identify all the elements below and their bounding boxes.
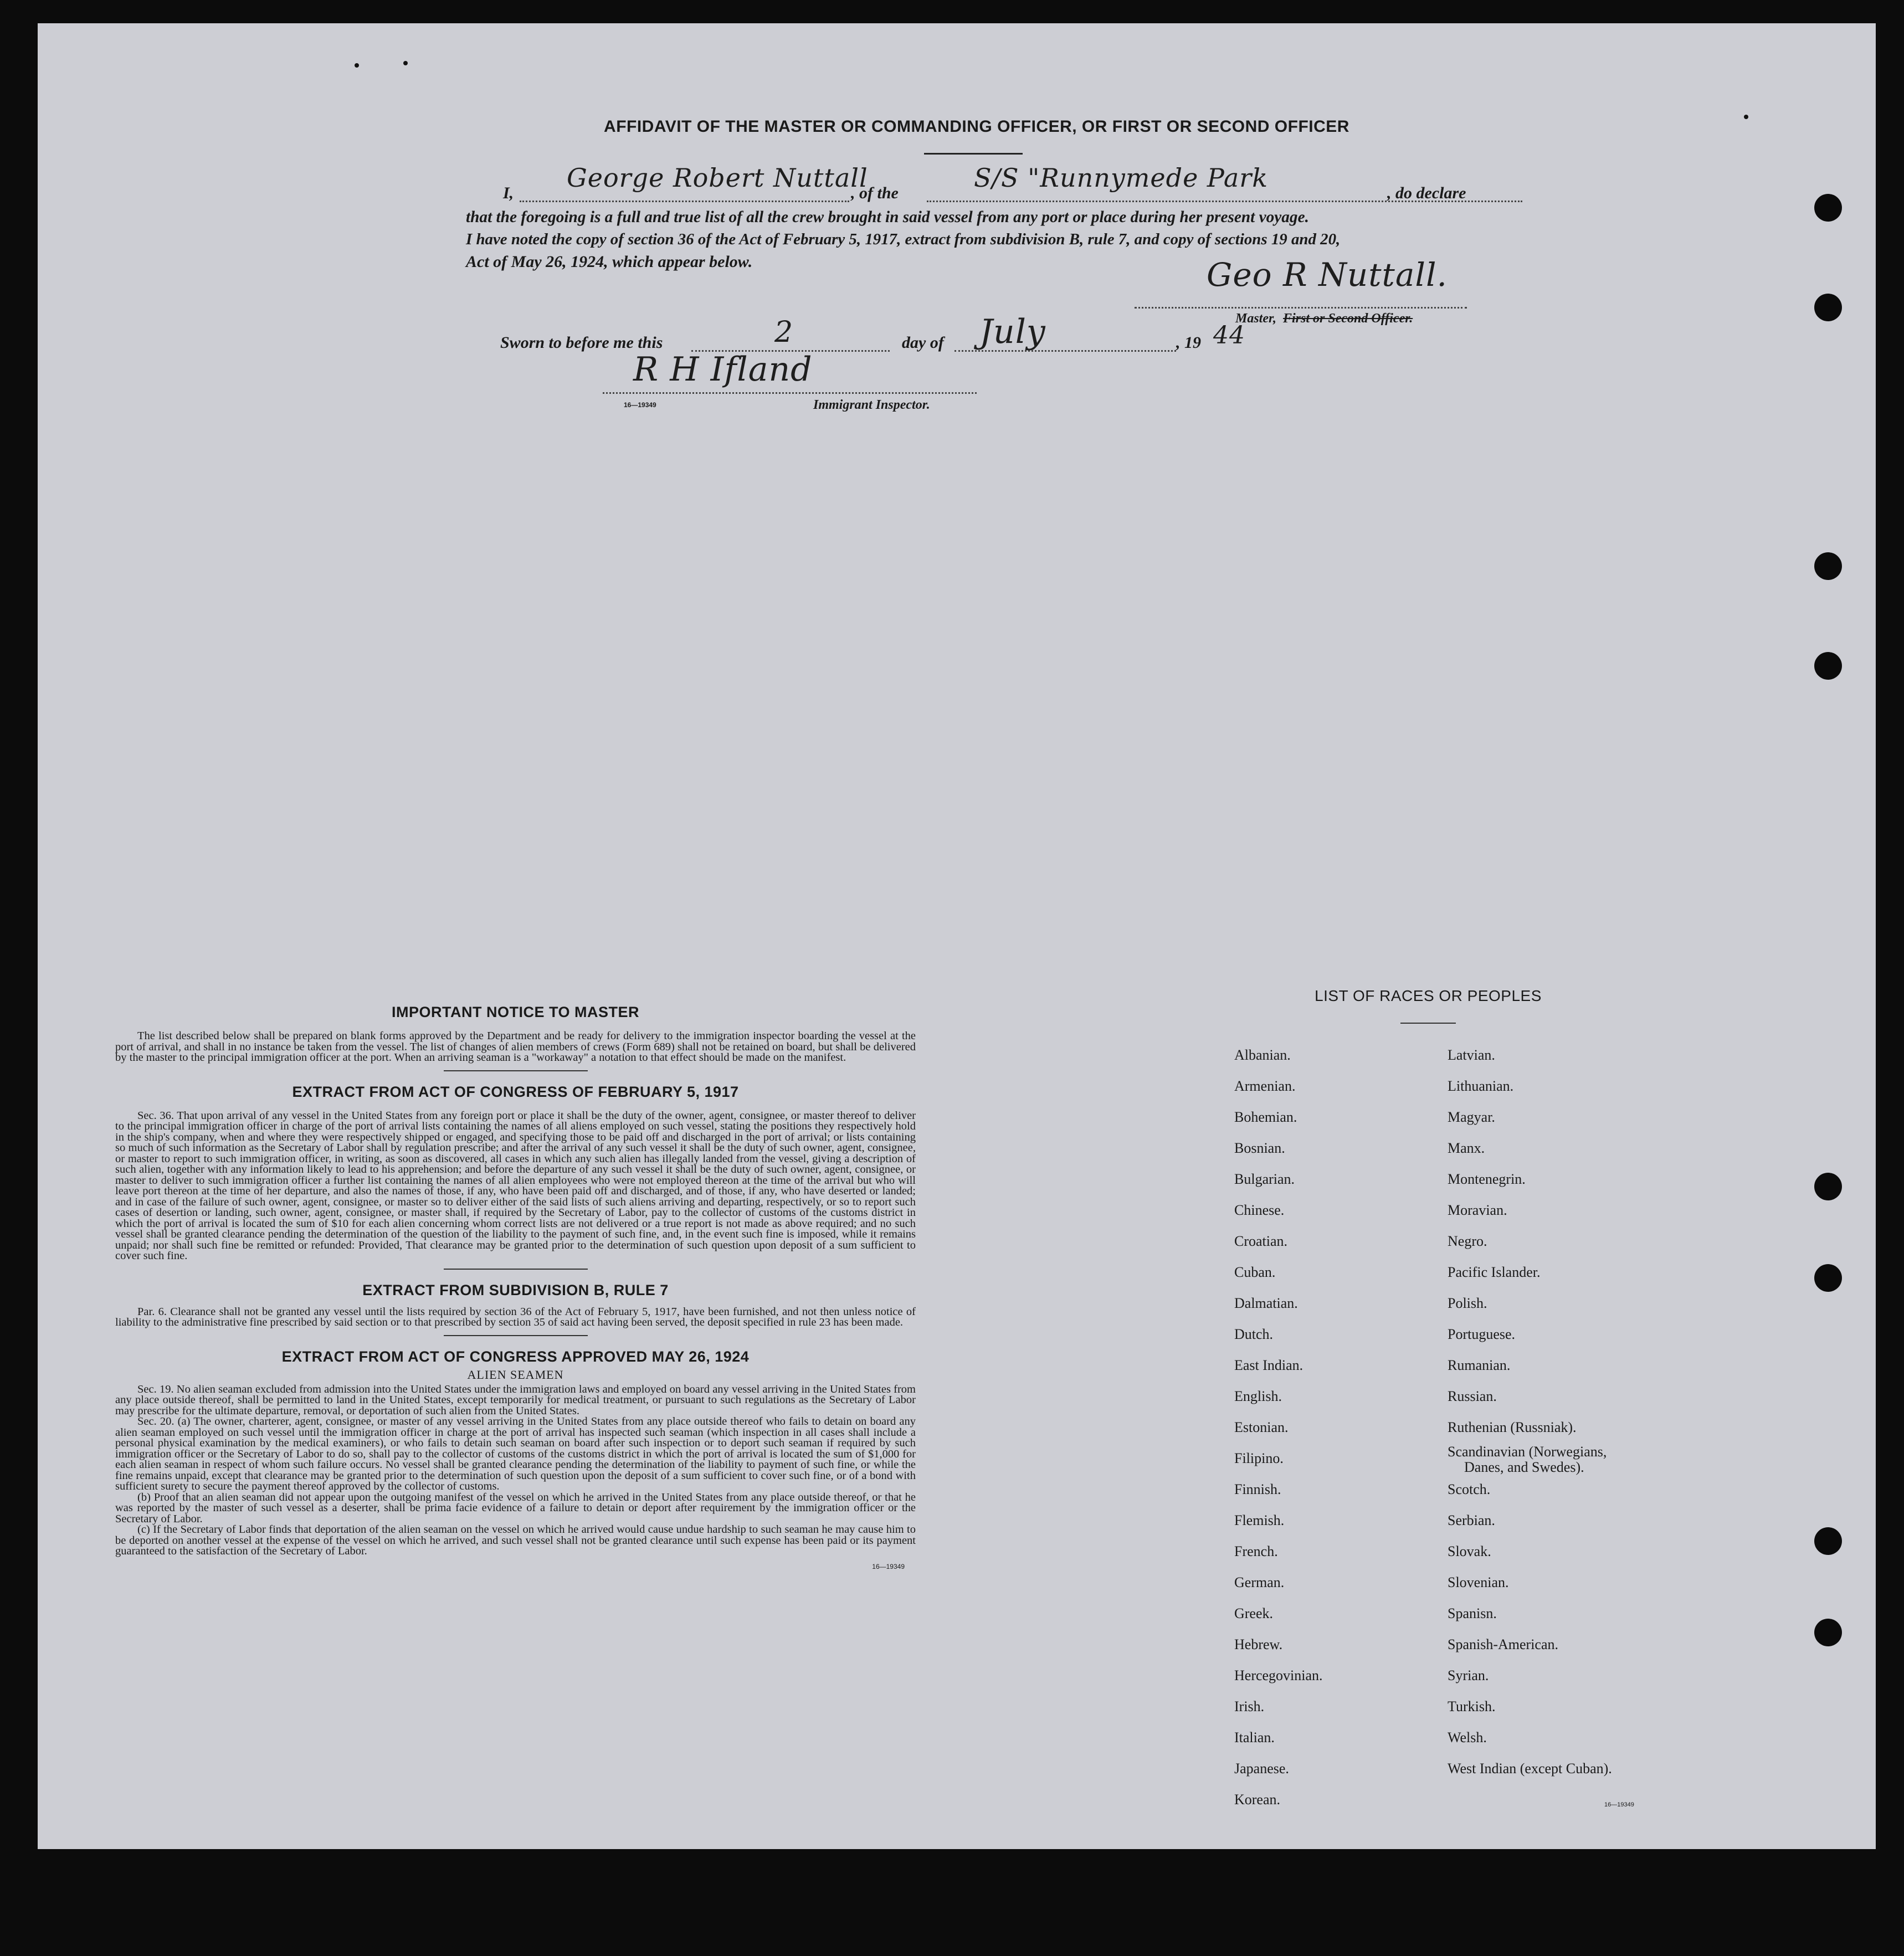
declarant-name-handwritten: George Robert Nuttall [567, 163, 868, 193]
race-item: Lithuanian. [1448, 1078, 1514, 1094]
inspector-caption: Immigrant Inspector. [813, 398, 930, 412]
race-item: Italian. [1234, 1729, 1275, 1745]
race-item: Magyar. [1448, 1109, 1495, 1125]
form-number: 16—19349 [872, 1562, 905, 1570]
alien-seamen-subtitle: ALIEN SEAMEN [467, 1367, 564, 1382]
punch-hole [1814, 294, 1842, 321]
race-item: Chinese. [1234, 1202, 1285, 1218]
i-label: I, [503, 184, 514, 202]
sworn-month-handwritten: July [979, 312, 1046, 351]
race-item-line: Scandinavian (Norwegians, [1448, 1444, 1607, 1460]
race-item: German. [1234, 1574, 1285, 1590]
section-divider [444, 1335, 588, 1336]
race-item: Bulgarian. [1234, 1171, 1295, 1187]
race-item: Hebrew. [1234, 1636, 1283, 1652]
sworn-label: Sworn to before me this [500, 333, 663, 352]
race-item: Serbian. [1448, 1512, 1495, 1528]
race-item: Estonian. [1234, 1419, 1289, 1435]
race-item: Greek. [1234, 1605, 1274, 1621]
sworn-year-handwritten: 44 [1213, 321, 1245, 350]
race-item: Finnish. [1234, 1481, 1281, 1497]
extract-1924-title: EXTRACT FROM ACT OF CONGRESS APPROVED MAY 26, 1924 [281, 1348, 750, 1365]
extract-1917-text: Sec. 36. That upon arrival of any vessel in the United States from any foreign port or place it shall be the duty of the owner, agent, consignee, or master thereof to deliver to the principal immigration officer in charge of the port of arrival lists containing the names of all aliens employed on such vessel, stating the positions they respectively hold in the ship's company, when and where they were respectively shipped or engaged, and specifying those to be paid off and discharged in the port of arrival; or lists containing so much of such information as the Secretary of Labor shall by regulation prescribe; and after the arrival of any such vessel it shall be the duty of such owner, agent, consignee, or master to report to such immigration officer, in writing, as soon as discovered, all cases in which any such alien has illegally landed from the vessel, giving a description of such alien, together with any information likely to lead to his apprehension; and before the departure of any such vessel it shall be the duty of such owner, agent, consignee, or master to deliver to such immigration officer a further list containing the names of all alien employees who were not employed thereon at the time of the arrival but who will leave port thereon at the time of her departure, and also the names of those, if any, who have been paid off and discharged, and of those, if any, who have deserted or landed; and in case of the failure of such owner, agent, consignee, or master so to deliver either of the said lists of such aliens arriving and departing, respectively, or so to report such cases of desertion or landing, such owner, agent, consignee, or master shall, if required by the Secretary of Labor, pay to the collector of customs of the customs district in which the port of arrival is located the sum of $10 for each alien concerning whom correct lists are not delivered or a true report is not made as above required; and no such vessel shall be granted clearance pending the determination of the question of the liability to the payment of such fine, and, in the event such fine is imposed, while it remains unpaid; nor shall such fine be remitted or refunded: Provided, That clearance may be granted prior to the determination of such question upon deposit of a sum sufficient to cover such fine. [115, 1109, 916, 1262]
race-item: Bosnian. [1234, 1140, 1285, 1156]
race-item: Dalmatian. [1234, 1295, 1298, 1311]
sec-19-text: Sec. 19. No alien seaman excluded from admission into the United States under the immigration laws and employed on board any vessel arriving in the United States from any place outside thereof, shall be permitted to land in the United States, except temporarily for medical treatment, or pursuant to such regulations as the Secretary of Labor may prescribe for the ultimate departure, removal, or deportation of such alien from the United States. [115, 1383, 916, 1417]
punch-hole [1814, 1264, 1842, 1292]
race-item: Scotch. [1448, 1481, 1491, 1497]
sec-20b-text: (b) Proof that an alien seaman did not appear upon the outgoing manifest of the vessel on which he arrived in the United States from any place outside thereof, or that he was reported by the master of such vessel as a deserter, shall be prima facie evidence of a failure to detain or deport after requirement by the immigration officer or the Secretary of Labor. [115, 1491, 916, 1525]
sec-20c-text: (c) If the Secretary of Labor finds that deportation of the alien seaman on the vessel on which he arrived would cause undue hardship to such seaman he may cause him to be deported on another vessel at the expense of the vessel on which he arrived, and such vessel shall not be granted clearance until such expense has been paid or its payment guaranteed to the satisfaction of the Secretary of Labor. [115, 1523, 916, 1557]
extract-1917-title: EXTRACT FROM ACT OF CONGRESS OF FEBRUARY 5, 1917 [292, 1083, 739, 1100]
signature-caption-master: Master, [1235, 311, 1277, 326]
name-field-line [520, 201, 849, 202]
race-item: Armenian. [1234, 1078, 1296, 1094]
day-of-label: day of [902, 333, 944, 352]
title-underline [924, 153, 1023, 155]
speck [403, 61, 408, 65]
races-title: LIST OF RACES OR PEOPLES [1315, 987, 1542, 1004]
notice-text: The list described below shall be prepared on blank forms approved by the Department and be ready for delivery to the immigration inspector boarding the vessel at the port of arrival, and shall in no instance be taken from the vessel. The list of changes of alien members of crews (Form 689) shall not be retained on board, but shall be delivered by the master to the principal immigration officer at the port. When an arriving seaman is a "workaway" a notation to that effect should be made on the manifest. [115, 1030, 916, 1064]
race-item: Korean. [1234, 1791, 1281, 1808]
race-item: Portuguese. [1448, 1326, 1516, 1342]
race-item: Spanish-American. [1448, 1636, 1559, 1652]
race-item: Russian. [1448, 1388, 1497, 1404]
race-item: Cuban. [1234, 1264, 1276, 1280]
race-item: Rumanian. [1448, 1357, 1511, 1373]
race-item: Spanisn. [1448, 1605, 1497, 1621]
year-prefix: , 19 [1176, 333, 1201, 352]
master-signature: Geo R Nuttall. [1207, 256, 1448, 294]
race-item-line: Danes, and Swedes). [1464, 1459, 1584, 1475]
race-item: English. [1234, 1388, 1282, 1404]
punch-hole [1814, 552, 1842, 580]
race-item: Montenegrin. [1448, 1171, 1526, 1187]
races-underline [1400, 1023, 1456, 1024]
race-item: Syrian. [1448, 1667, 1489, 1683]
declaration-line-2: that the foregoing is a full and true list of all the crew brought in said vessel from any port or place during her present voyage. [466, 208, 1309, 226]
form-number: 16—19349 [1604, 1801, 1634, 1808]
race-item: Bohemian. [1234, 1109, 1297, 1125]
punch-hole [1814, 652, 1842, 680]
signature-caption-officer: First or Second Officer. [1283, 311, 1413, 326]
notice-title: IMPORTANT NOTICE TO MASTER [392, 1004, 639, 1020]
race-item: Manx. [1448, 1140, 1485, 1156]
sworn-day-handwritten: 2 [774, 316, 794, 349]
race-item: Slovak. [1448, 1543, 1491, 1559]
inspector-signature: R H Ifland [633, 350, 813, 389]
race-item: Slovenian. [1448, 1574, 1509, 1590]
race-item: Negro. [1448, 1233, 1487, 1249]
rule-7-title: EXTRACT FROM SUBDIVISION B, RULE 7 [362, 1281, 669, 1298]
sec-20a-text: Sec. 20. (a) The owner, charterer, agent, consignee, or master of any vessel arriving in the United States from any place outside thereof who fails to detain on board any alien seaman employed on such vessel until the immigration officer in charge at the port of arrival has inspected such seaman (which inspection in all cases shall include a personal physical examination by the medical examiners), or who fails to detain such seaman on board after such inspection or to deport such seaman if required by such immigration officer or the Secretary of Labor to do so, shall pay to the collector of customs of the customs district in which the port of arrival is located the sum of $1,000 for each alien seaman in respect of whom such failure occurs. No vessel shall be granted clearance pending the determination of the liability to payment of such fine, or while the fine remains unpaid, except that clearance may be granted prior to the determination of such question upon the deposit of a sum sufficient to cover such fine, or of a bond with sufficient surety to secure the payment thereof approved by the collector of customs. [115, 1415, 916, 1492]
of-the-label: , of the [851, 184, 899, 202]
races-right-column [1448, 1040, 1612, 1784]
races-left-column [1234, 1040, 1323, 1815]
race-item: West Indian (except Cuban). [1448, 1760, 1612, 1777]
race-item: Latvian. [1448, 1047, 1495, 1063]
race-item: Ruthenian (Russniak). [1448, 1419, 1577, 1435]
form-number: 16—19349 [624, 401, 656, 409]
affidavit-title: AFFIDAVIT OF THE MASTER OR COMMANDING OFFICER, OR FIRST OR SECOND OFFICER [604, 117, 1349, 136]
race-item: Croatian. [1234, 1233, 1288, 1249]
speck [1744, 115, 1748, 119]
document-page [38, 23, 1876, 1849]
declaration-line-3: I have noted the copy of section 36 of the Act of February 5, 1917, extract from subdivision B, rule 7, and copy of sections 19 and 20, [466, 230, 1341, 248]
race-item: Polish. [1448, 1295, 1487, 1311]
rule-7-text: Par. 6. Clearance shall not be granted any vessel until the lists required by section 36 of the Act of February 5, 1917, have been furnished, and not then unless notice of liability to the administrative fine prescribed by said section or to that prescribed by section 35 of said act having been served, the deposit specified in rule 23 has been made. [115, 1305, 916, 1328]
race-item: Irish. [1234, 1698, 1265, 1714]
race-item: East Indian. [1234, 1357, 1303, 1373]
punch-hole [1814, 1619, 1842, 1646]
declaration-line-4: Act of May 26, 1924, which appear below. [466, 253, 753, 271]
race-item: Turkish. [1448, 1698, 1496, 1714]
punch-hole [1814, 1173, 1842, 1200]
race-item: French. [1234, 1543, 1278, 1559]
race-item [1448, 1443, 1612, 1474]
punch-hole [1814, 1527, 1842, 1555]
vessel-name-handwritten: S/S "Runnymede Park [974, 163, 1269, 193]
race-item: Albanian. [1234, 1047, 1291, 1063]
race-item: Pacific Islander. [1448, 1264, 1541, 1280]
section-divider [444, 1070, 588, 1071]
section-divider [444, 1269, 588, 1270]
race-item: Welsh. [1448, 1729, 1487, 1745]
notice-section [115, 1004, 916, 1570]
race-item: Hercegovinian. [1234, 1667, 1323, 1683]
punch-hole [1814, 194, 1842, 222]
race-item: Japanese. [1234, 1760, 1289, 1777]
do-declare-label: , do declare [1387, 184, 1466, 202]
speck [355, 63, 359, 68]
signature-line [1135, 307, 1467, 309]
race-item: Filipino. [1234, 1450, 1284, 1466]
inspector-signature-line [603, 392, 977, 394]
race-item: Flemish. [1234, 1512, 1285, 1528]
race-item: Moravian. [1448, 1202, 1507, 1218]
race-item: Dutch. [1234, 1326, 1274, 1342]
